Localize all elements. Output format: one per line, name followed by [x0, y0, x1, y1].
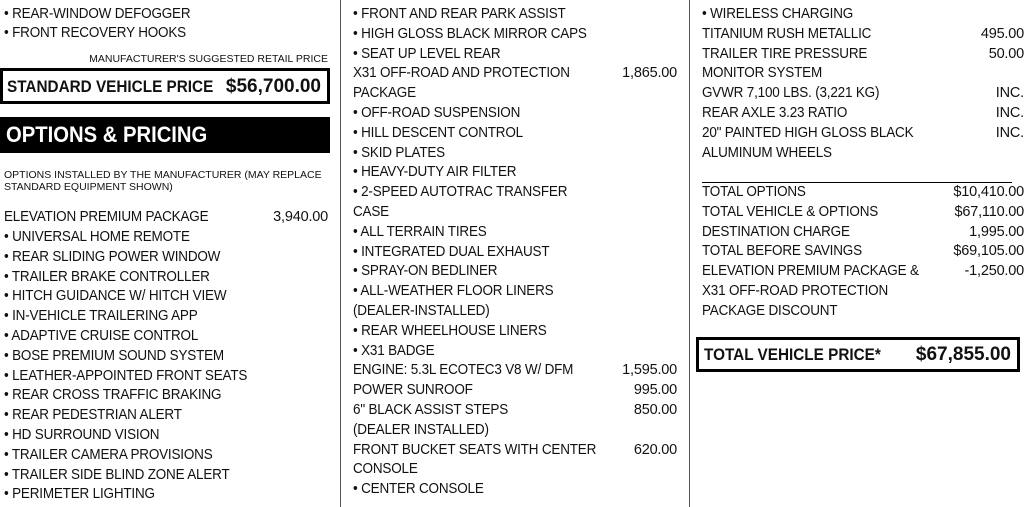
total-line-value: $69,105.00 — [953, 243, 1024, 260]
line-item: • ALL TERRAIN TIRES — [353, 223, 487, 240]
feature-item: • REAR SLIDING POWER WINDOW — [4, 248, 221, 265]
line-item-price: INC. — [995, 85, 1024, 102]
options-pricing-banner — [0, 117, 330, 153]
total-line-value: $67,110.00 — [954, 203, 1024, 220]
line-item: TITANIUM RUSH METALLIC — [702, 25, 872, 42]
options-note: STANDARD EQUIPMENT SHOWN) — [4, 181, 173, 193]
package-price: 3,940.00 — [273, 209, 328, 225]
line-item-price: 620.00 — [633, 441, 677, 458]
line-item: • ALL-WEATHER FLOOR LINERS — [353, 283, 554, 300]
feature-item: • FRONT RECOVERY HOOKS — [4, 25, 186, 41]
feature-item: • HITCH GUIDANCE W/ HITCH VIEW — [4, 288, 227, 305]
options-pricing-title: OPTIONS & PRICING — [6, 122, 208, 147]
line-item: PACKAGE — [353, 85, 416, 102]
feature-item: • ADAPTIVE CRUISE CONTROL — [4, 328, 199, 344]
line-item-price: INC. — [995, 105, 1024, 121]
line-item: (DEALER-INSTALLED) — [353, 303, 490, 319]
feature-item: • TRAILER SIDE BLIND ZONE ALERT — [4, 466, 230, 483]
line-item: • CENTER CONSOLE — [353, 481, 484, 498]
line-item-price: 850.00 — [633, 402, 677, 418]
line-item: • WIRELESS CHARGING — [702, 6, 854, 22]
standard-price-label: STANDARD VEHICLE PRICE — [7, 77, 214, 96]
total-price-box — [696, 337, 1020, 372]
line-item: TRAILER TIRE PRESSURE — [702, 45, 868, 62]
standard-price-box — [0, 68, 330, 104]
total-line: ELEVATION PREMIUM PACKAGE & — [702, 263, 919, 280]
total-line-value: -1,250.00 — [964, 263, 1024, 280]
total-line: PACKAGE DISCOUNT — [702, 302, 838, 319]
total-line: TOTAL VEHICLE & OPTIONS — [702, 203, 879, 220]
line-item: • SEAT UP LEVEL REAR — [353, 45, 501, 62]
feature-item: • TRAILER BRAKE CONTROLLER — [4, 268, 210, 285]
total-line-value: 1,995.00 — [969, 223, 1024, 240]
line-item-price: 495.00 — [980, 25, 1024, 42]
total-price-value: $67,855.00 — [915, 344, 1011, 365]
feature-item: • BOSE PREMIUM SOUND SYSTEM — [4, 347, 224, 364]
feature-item: • PERIMETER LIGHTING — [4, 486, 155, 503]
line-item: • SKID PLATES — [353, 144, 445, 161]
line-item: CONSOLE — [353, 461, 418, 478]
line-item: • HIGH GLOSS BLACK MIRROR CAPS — [353, 25, 587, 42]
column-1 — [0, 0, 340, 507]
total-line: TOTAL OPTIONS — [702, 184, 806, 200]
line-item: • 2-SPEED AUTOTRAC TRANSFER — [353, 184, 568, 201]
options-note: OPTIONS INSTALLED BY THE MANUFACTURER (MAY REPLACE — [4, 169, 322, 181]
feature-item: • REAR PEDESTRIAN ALERT — [4, 407, 182, 424]
line-item: ALUMINUM WHEELS — [702, 144, 832, 161]
line-item: FRONT BUCKET SEATS WITH CENTER — [353, 441, 597, 458]
line-item-price: 1,865.00 — [622, 65, 677, 82]
line-item: • FRONT AND REAR PARK ASSIST — [353, 6, 566, 22]
line-item: POWER SUNROOF — [353, 382, 473, 399]
line-item: • X31 BADGE — [353, 342, 435, 359]
msrp-note: MANUFACTURER'S SUGGESTED RETAIL PRICE — [89, 53, 328, 65]
column-3 — [690, 0, 1024, 507]
feature-item: • HD SURROUND VISION — [4, 427, 160, 443]
line-item: • HILL DESCENT CONTROL — [353, 124, 523, 141]
line-item-price: 995.00 — [633, 382, 677, 399]
line-item-price: INC. — [995, 124, 1024, 141]
line-item: ENGINE: 5.3L ECOTEC3 V8 W/ DFM — [353, 362, 574, 379]
line-item: X31 OFF-ROAD AND PROTECTION — [353, 65, 570, 82]
feature-item: • TRAILER CAMERA PROVISIONS — [4, 446, 213, 463]
line-item: • INTEGRATED DUAL EXHAUST — [353, 243, 550, 260]
total-line: X31 OFF-ROAD PROTECTION — [702, 283, 889, 299]
line-item: • SPRAY-ON BEDLINER — [353, 263, 498, 280]
feature-item: • LEATHER-APPOINTED FRONT SEATS — [4, 367, 248, 384]
line-item-price: 50.00 — [988, 45, 1024, 62]
line-item: 20" PAINTED HIGH GLOSS BLACK — [702, 124, 914, 141]
total-line: TOTAL BEFORE SAVINGS — [702, 243, 862, 260]
line-item: GVWR 7,100 LBS. (3,221 KG) — [702, 85, 880, 102]
feature-item: • IN-VEHICLE TRAILERING APP — [4, 308, 198, 325]
line-item: CASE — [353, 204, 389, 220]
standard-price-value: $56,700.00 — [225, 76, 321, 97]
feature-item: • REAR-WINDOW DEFOGGER — [4, 6, 191, 22]
feature-item: • REAR CROSS TRAFFIC BRAKING — [4, 387, 222, 404]
line-item: • OFF-ROAD SUSPENSION — [353, 105, 521, 121]
line-item-price: 1,595.00 — [622, 362, 677, 379]
total-line: DESTINATION CHARGE — [702, 223, 850, 240]
line-item: REAR AXLE 3.23 RATIO — [702, 105, 848, 121]
line-item: • REAR WHEELHOUSE LINERS — [353, 322, 547, 339]
package-name: ELEVATION PREMIUM PACKAGE — [4, 209, 209, 225]
feature-item: • UNIVERSAL HOME REMOTE — [4, 229, 190, 245]
total-line-value: $10,410.00 — [953, 184, 1024, 200]
line-item: MONITOR SYSTEM — [702, 65, 823, 82]
line-item: • HEAVY-DUTY AIR FILTER — [353, 164, 517, 181]
line-item: 6" BLACK ASSIST STEPS — [353, 402, 509, 418]
line-item: (DEALER INSTALLED) — [353, 421, 489, 438]
column-2 — [341, 0, 689, 507]
total-price-label: TOTAL VEHICLE PRICE* — [704, 345, 881, 364]
